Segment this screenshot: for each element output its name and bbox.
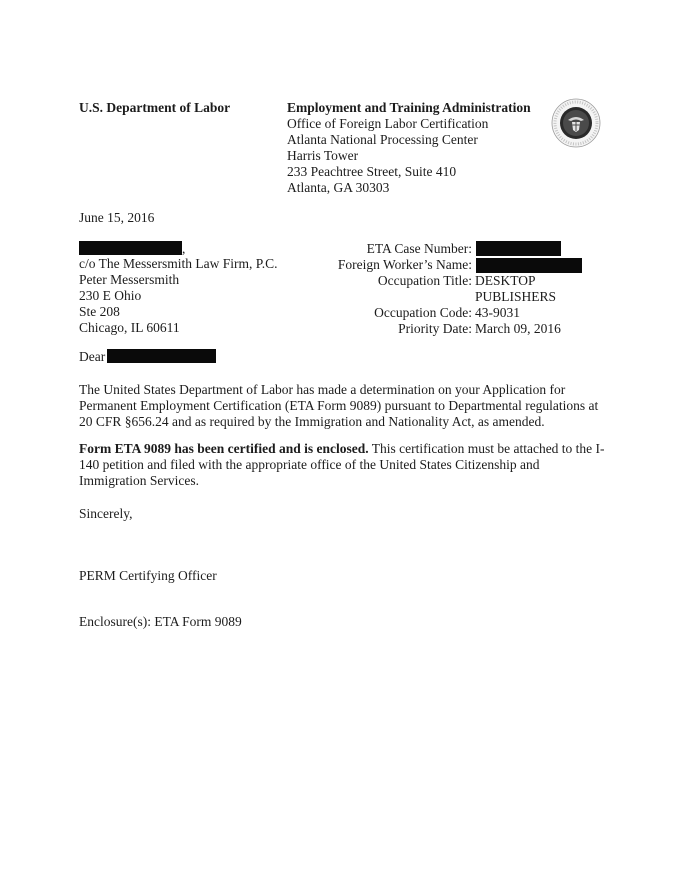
office-line: Atlanta, GA 30303 (287, 180, 390, 195)
recipient-line: Ste 208 (79, 304, 120, 319)
recipient-line: Chicago, IL 60611 (79, 320, 180, 335)
priority-date-row (290, 321, 590, 337)
closing: Sincerely, (79, 506, 133, 521)
body-paragraph-2 (79, 441, 609, 489)
certification-statement: Form ETA 9089 has been certified and is enclosed. (79, 441, 369, 456)
case-number-row (290, 241, 590, 257)
occupation-title-line: DESKTOP (475, 273, 536, 288)
case-info-block (290, 241, 590, 337)
agency-name: Employment and Training Administration (287, 100, 531, 115)
salutation: Dear (79, 349, 106, 364)
dol-seal-icon (551, 98, 601, 148)
occupation-title-value (475, 273, 590, 305)
worker-name-label: Foreign Worker’s Name: (337, 257, 472, 272)
worker-name-row (290, 257, 590, 273)
recipient-address-block (79, 256, 278, 336)
agency-address-block (287, 100, 531, 196)
priority-date-label: Priority Date: (398, 321, 472, 336)
occupation-title-label: Occupation Title: (377, 273, 472, 288)
worker-name-value (475, 257, 590, 273)
recipient-name-comma: , (182, 241, 186, 256)
redacted-worker-name (476, 258, 582, 273)
recipient-line: c/o The Messersmith Law Firm, P.C. (79, 256, 278, 271)
enclosure-note: Enclosure(s): ETA Form 9089 (79, 614, 242, 629)
occupation-title-row (290, 273, 590, 305)
redacted-case-number (476, 241, 561, 256)
department-name: U.S. Department of Labor (79, 100, 231, 115)
signer-title: PERM Certifying Officer (79, 568, 217, 583)
redacted-recipient-name (79, 241, 182, 255)
redacted-salutation-name (107, 349, 216, 363)
body-paragraph-1: The United States Department of Labor has made a determination on your Application for Permanent Employment Certification (ETA Form 9089) pursuant to Departmental regulations at 20 CFR §656.24 and as required by the Immigration and Nationality Act, as amended. (79, 382, 599, 429)
occupation-code-label: Occupation Code: (374, 305, 472, 320)
certification-instructions: This certification must be attached to the I-140 petition and filed with the appropriate office of the United States Citizenship and Immigration Services. (79, 441, 605, 488)
office-line: 233 Peachtree Street, Suite 410 (287, 164, 457, 179)
case-number-value (475, 241, 590, 257)
letter-date: June 15, 2016 (79, 210, 155, 225)
recipient-line: 230 E Ohio (79, 288, 142, 303)
occupation-code-row (290, 305, 590, 321)
case-number-label: ETA Case Number: (366, 241, 472, 256)
office-line: Office of Foreign Labor Certification (287, 116, 489, 131)
priority-date-value: March 09, 2016 (475, 321, 561, 336)
office-line: Atlanta National Processing Center (287, 132, 478, 147)
occupation-code-value: 43-9031 (475, 305, 520, 320)
office-line: Harris Tower (287, 148, 359, 163)
occupation-title-line: PUBLISHERS (475, 289, 557, 304)
recipient-line: Peter Messersmith (79, 272, 180, 287)
